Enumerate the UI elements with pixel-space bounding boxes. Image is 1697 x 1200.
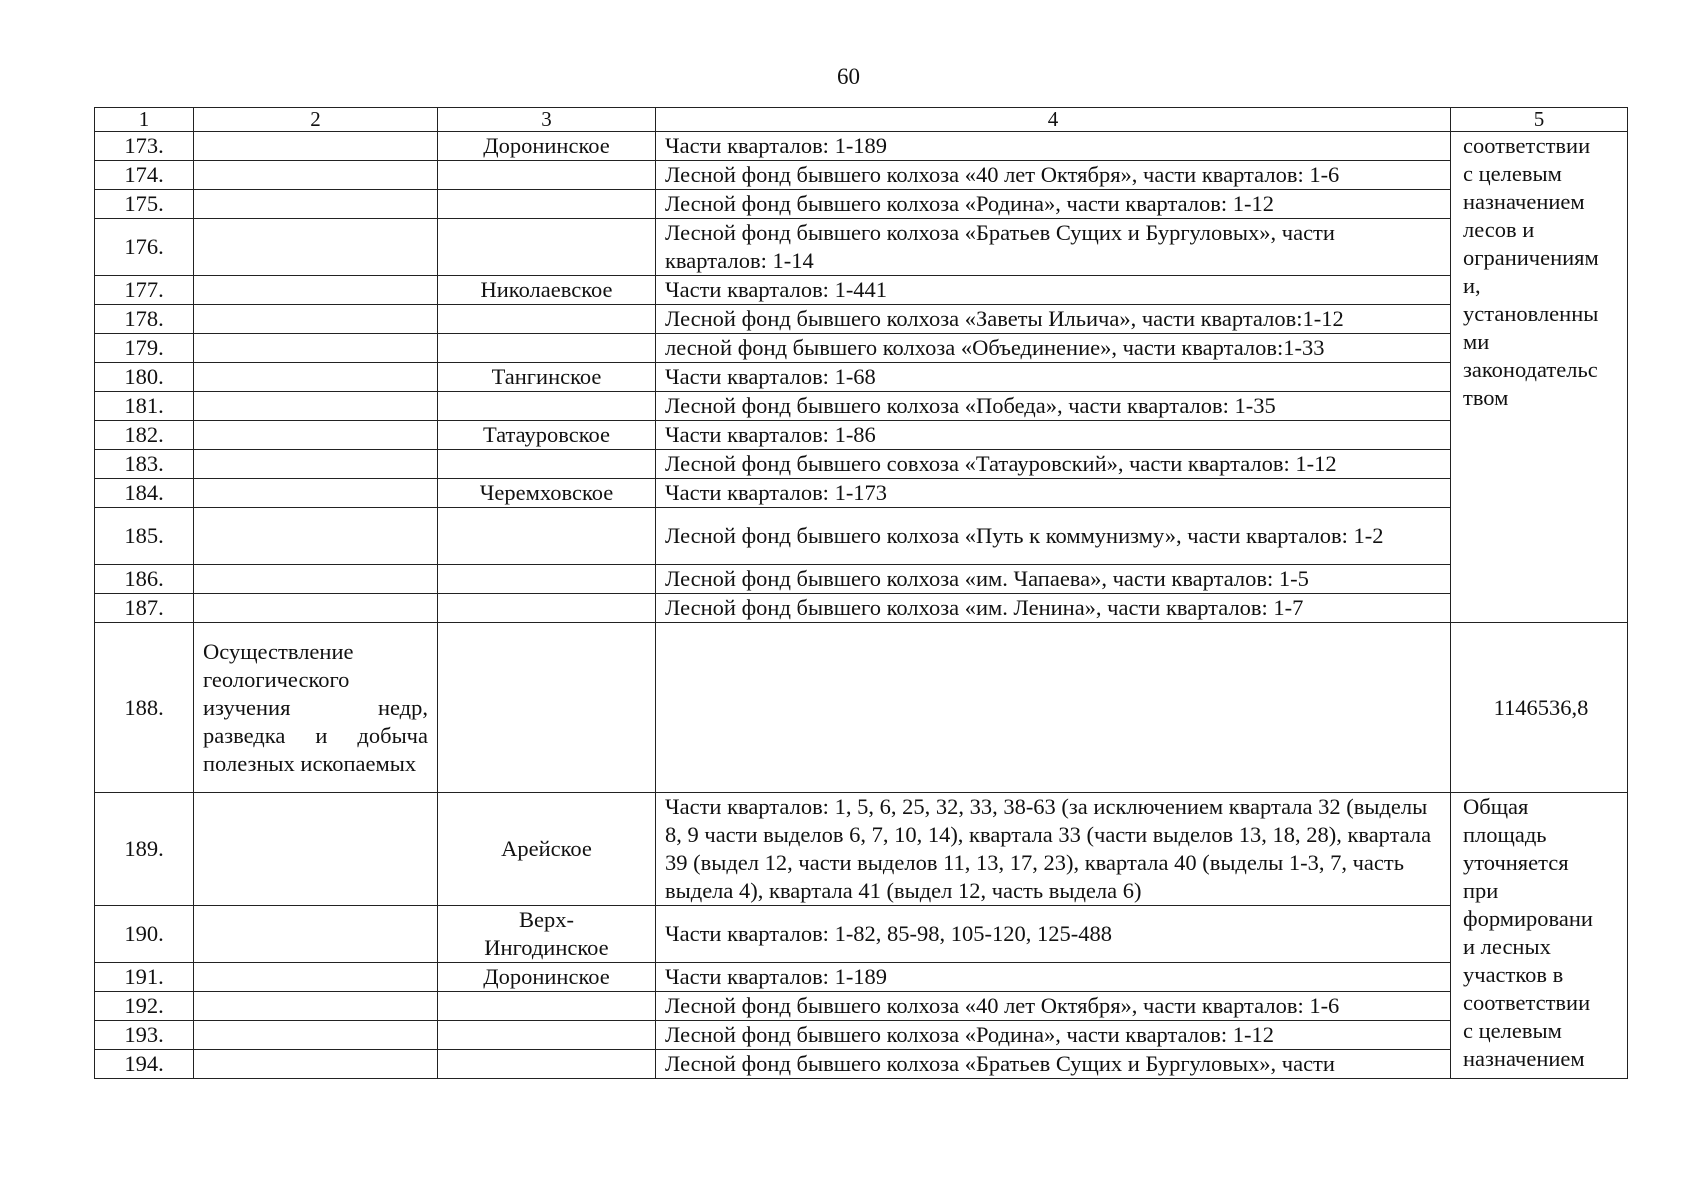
table-row <box>95 479 1628 508</box>
row-number: 181. <box>95 392 194 421</box>
land-use-cell <box>194 906 438 963</box>
row-number: 174. <box>95 161 194 190</box>
district-cell <box>438 450 656 479</box>
table-row <box>95 963 1628 992</box>
land-use-cell <box>194 992 438 1021</box>
row-number: 184. <box>95 479 194 508</box>
land-use-cell <box>194 334 438 363</box>
description-cell: Части кварталов: 1-441 <box>656 276 1451 305</box>
description-cell <box>656 623 1451 793</box>
land-use-cell <box>194 305 438 334</box>
table-row <box>95 363 1628 392</box>
land-use-cell <box>194 963 438 992</box>
description-cell: Лесной фонд бывшего колхоза «40 лет Октября», части кварталов: 1-6 <box>656 161 1451 190</box>
table-row <box>95 421 1628 450</box>
row-number: 175. <box>95 190 194 219</box>
land-use-cell <box>194 219 438 276</box>
table-row <box>95 1021 1628 1050</box>
district-cell: Черемховское <box>438 479 656 508</box>
description-cell: Лесной фонд бывшего колхоза «Родина», части кварталов: 1-12 <box>656 190 1451 219</box>
table-row <box>95 1050 1628 1079</box>
register-table <box>94 107 1628 1079</box>
table-row <box>95 450 1628 479</box>
row-number: 187. <box>95 594 194 623</box>
row-number: 192. <box>95 992 194 1021</box>
land-use-cell <box>194 565 438 594</box>
description-cell: Лесной фонд бывшего колхоза «Родина», части кварталов: 1-12 <box>656 1021 1451 1050</box>
description-cell: Лесной фонд бывшего совхоза «Татауровский», части кварталов: 1-12 <box>656 450 1451 479</box>
district-cell <box>438 565 656 594</box>
description-cell: Лесной фонд бывшего колхоза «Путь к коммунизму», части кварталов: 1-2 <box>656 508 1451 565</box>
table-row <box>95 219 1628 276</box>
table-row <box>95 565 1628 594</box>
district-cell <box>438 334 656 363</box>
district-cell <box>438 623 656 793</box>
header-col-4: 4 <box>656 108 1451 132</box>
table-row <box>95 508 1628 565</box>
page-number: 60 <box>837 64 860 89</box>
land-use-cell <box>194 392 438 421</box>
row-number: 191. <box>95 963 194 992</box>
header-col-5: 5 <box>1451 108 1628 132</box>
note-cell <box>1451 132 1628 623</box>
district-cell: Доронинское <box>438 963 656 992</box>
description-cell: Части кварталов: 1-189 <box>656 963 1451 992</box>
description-cell: Части кварталов: 1-68 <box>656 363 1451 392</box>
row-number: 186. <box>95 565 194 594</box>
row-number: 182. <box>95 421 194 450</box>
row-number: 193. <box>95 1021 194 1050</box>
land-use-cell <box>194 793 438 906</box>
description-cell: Части кварталов: 1-82, 85-98, 105-120, 125-488 <box>656 906 1451 963</box>
row-number: 173. <box>95 132 194 161</box>
header-col-1: 1 <box>95 108 194 132</box>
table-row <box>95 190 1628 219</box>
table-row <box>95 594 1628 623</box>
header-col-3: 3 <box>438 108 656 132</box>
land-use-cell <box>194 1021 438 1050</box>
description-cell: Лесной фонд бывшего колхоза «Братьев Сущих и Бургуловых», части кварталов: 1-14 <box>656 219 1451 276</box>
row-number: 189. <box>95 793 194 906</box>
district-cell: Николаевское <box>438 276 656 305</box>
table-row <box>95 132 1628 161</box>
area-cell: 1146536,8 <box>1451 623 1628 793</box>
table-row <box>95 305 1628 334</box>
row-number: 179. <box>95 334 194 363</box>
description-cell: Части кварталов: 1-189 <box>656 132 1451 161</box>
district-cell <box>438 305 656 334</box>
description-cell: Лесной фонд бывшего колхоза «им. Чапаева», части кварталов: 1-5 <box>656 565 1451 594</box>
row-number: 183. <box>95 450 194 479</box>
note-text: Общая площадь уточняется при формировани и лесных участков в соответствии с целевым назначением <box>1463 794 1593 1071</box>
district-cell: Верх- Ингодинское <box>438 906 656 963</box>
district-cell <box>438 508 656 565</box>
row-number: 177. <box>95 276 194 305</box>
district-cell: Арейское <box>438 793 656 906</box>
table-row <box>95 992 1628 1021</box>
land-use-cell <box>194 1050 438 1079</box>
row-number: 194. <box>95 1050 194 1079</box>
district-cell <box>438 1021 656 1050</box>
table-row <box>95 161 1628 190</box>
district-cell <box>438 1050 656 1079</box>
description-cell: Лесной фонд бывшего колхоза «40 лет Октября», части кварталов: 1-6 <box>656 992 1451 1021</box>
table-row <box>95 623 1628 793</box>
row-number: 180. <box>95 363 194 392</box>
table-row <box>95 793 1628 906</box>
land-use-cell <box>194 508 438 565</box>
land-use-cell <box>194 479 438 508</box>
table-row <box>95 276 1628 305</box>
land-use-cell <box>194 450 438 479</box>
table-row <box>95 334 1628 363</box>
land-use-cell <box>194 421 438 450</box>
district-cell <box>438 190 656 219</box>
description-cell: лесной фонд бывшего колхоза «Объединение», части кварталов:1-33 <box>656 334 1451 363</box>
table-row <box>95 906 1628 963</box>
header-col-2: 2 <box>194 108 438 132</box>
row-number: 188. <box>95 623 194 793</box>
district-cell <box>438 392 656 421</box>
description-cell: Лесной фонд бывшего колхоза «им. Ленина», части кварталов: 1-7 <box>656 594 1451 623</box>
description-cell: Лесной фонд бывшего колхоза «Братьев Сущих и Бургуловых», части <box>656 1050 1451 1079</box>
description-cell: Части кварталов: 1, 5, 6, 25, 32, 33, 38-63 (за исключением квартала 32 (выделы 8, 9 части выделов 6, 7, 10, 14), квартала 33 (части выделов 13, 18, 28), квартала 39 (выдел 12, части выделов 11, 13, 17, 23), квартала 40 (выделы 1-3, 7, часть выдела 4), квартала 41 (выдел 12, часть выдела 6) <box>656 793 1451 906</box>
land-use-cell <box>194 132 438 161</box>
land-use-cell: Осуществление геологического изучения недр, разведка и добыча полезных ископаемых <box>194 623 438 793</box>
description-cell: Части кварталов: 1-86 <box>656 421 1451 450</box>
land-use-cell <box>194 276 438 305</box>
land-use-cell <box>194 363 438 392</box>
row-number: 190. <box>95 906 194 963</box>
description-cell: Части кварталов: 1-173 <box>656 479 1451 508</box>
district-cell <box>438 161 656 190</box>
row-number: 176. <box>95 219 194 276</box>
table-row <box>95 392 1628 421</box>
description-cell: Лесной фонд бывшего колхоза «Победа», части кварталов: 1-35 <box>656 392 1451 421</box>
land-use-cell <box>194 161 438 190</box>
row-number: 185. <box>95 508 194 565</box>
district-cell <box>438 594 656 623</box>
district-cell: Татауровское <box>438 421 656 450</box>
land-use-cell <box>194 594 438 623</box>
note-text: соответствии с целевым назначением лесов и ограничениям и, установленны ми законодательс твом <box>1463 133 1599 410</box>
row-number: 178. <box>95 305 194 334</box>
district-cell: Доронинское <box>438 132 656 161</box>
note-cell <box>1451 793 1628 1079</box>
district-cell <box>438 219 656 276</box>
description-cell: Лесной фонд бывшего колхоза «Заветы Ильича», части кварталов:1-12 <box>656 305 1451 334</box>
district-cell <box>438 992 656 1021</box>
district-cell: Тангинское <box>438 363 656 392</box>
header-row <box>95 108 1628 132</box>
land-use-cell <box>194 190 438 219</box>
